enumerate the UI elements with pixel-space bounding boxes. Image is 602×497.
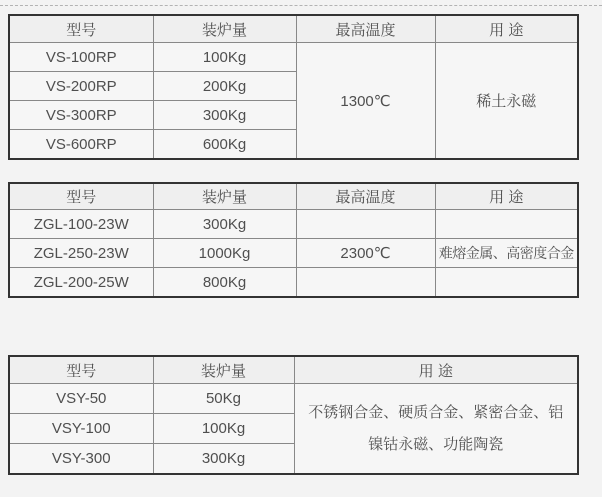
col-header-usage: 用 途 [435, 15, 578, 43]
model-cell: VS-600RP [9, 130, 153, 160]
model-cell: VSY-300 [9, 444, 153, 475]
spec-table-zgl-series [8, 182, 579, 298]
spec-table-vs-series [8, 14, 579, 160]
col-header-model: 型号 [9, 183, 153, 210]
model-cell: ZGL-100-23W [9, 210, 153, 239]
table-row [9, 239, 578, 268]
col-header-usage: 用 途 [294, 356, 578, 384]
capacity-cell: 200Kg [153, 72, 296, 101]
col-header-model: 型号 [9, 356, 153, 384]
col-header-usage: 用 途 [435, 183, 578, 210]
model-cell: VS-200RP [9, 72, 153, 101]
col-header-max-temp: 最高温度 [296, 183, 435, 210]
usage-cell-empty [435, 210, 578, 239]
capacity-cell: 300Kg [153, 210, 296, 239]
capacity-cell: 600Kg [153, 130, 296, 160]
model-cell: VS-100RP [9, 43, 153, 72]
table-row [9, 210, 578, 239]
header-row [9, 15, 578, 43]
usage-cell: 难熔金属、高密度合金 [435, 239, 578, 268]
model-cell: VSY-100 [9, 414, 153, 444]
capacity-cell: 100Kg [153, 414, 294, 444]
col-header-capacity: 装炉量 [153, 15, 296, 43]
max-temp-cell: 1300℃ [296, 43, 435, 160]
capacity-cell: 800Kg [153, 268, 296, 298]
table-row [9, 384, 578, 414]
model-cell: VS-300RP [9, 101, 153, 130]
max-temp-cell-empty [296, 268, 435, 298]
capacity-cell: 50Kg [153, 384, 294, 414]
capacity-cell: 100Kg [153, 43, 296, 72]
max-temp-cell-empty [296, 210, 435, 239]
usage-cell: 稀土永磁 [435, 43, 578, 160]
model-cell: VSY-50 [9, 384, 153, 414]
usage-cell: 不锈钢合金、硬质合金、紧密合金、铝镍钴永磁、功能陶瓷 [294, 384, 578, 475]
col-header-capacity: 装炉量 [153, 356, 294, 384]
model-cell: ZGL-200-25W [9, 268, 153, 298]
table-row [9, 268, 578, 298]
col-header-model: 型号 [9, 15, 153, 43]
model-cell: ZGL-250-23W [9, 239, 153, 268]
capacity-cell: 1000Kg [153, 239, 296, 268]
col-header-capacity: 装炉量 [153, 183, 296, 210]
header-row [9, 356, 578, 384]
capacity-cell: 300Kg [153, 444, 294, 475]
col-header-max-temp: 最高温度 [296, 15, 435, 43]
header-row [9, 183, 578, 210]
top-dashed-divider [0, 5, 602, 6]
max-temp-cell: 2300℃ [296, 239, 435, 268]
table-row [9, 43, 578, 72]
usage-cell-empty [435, 268, 578, 298]
spec-table-vsy-series [8, 355, 579, 475]
capacity-cell: 300Kg [153, 101, 296, 130]
